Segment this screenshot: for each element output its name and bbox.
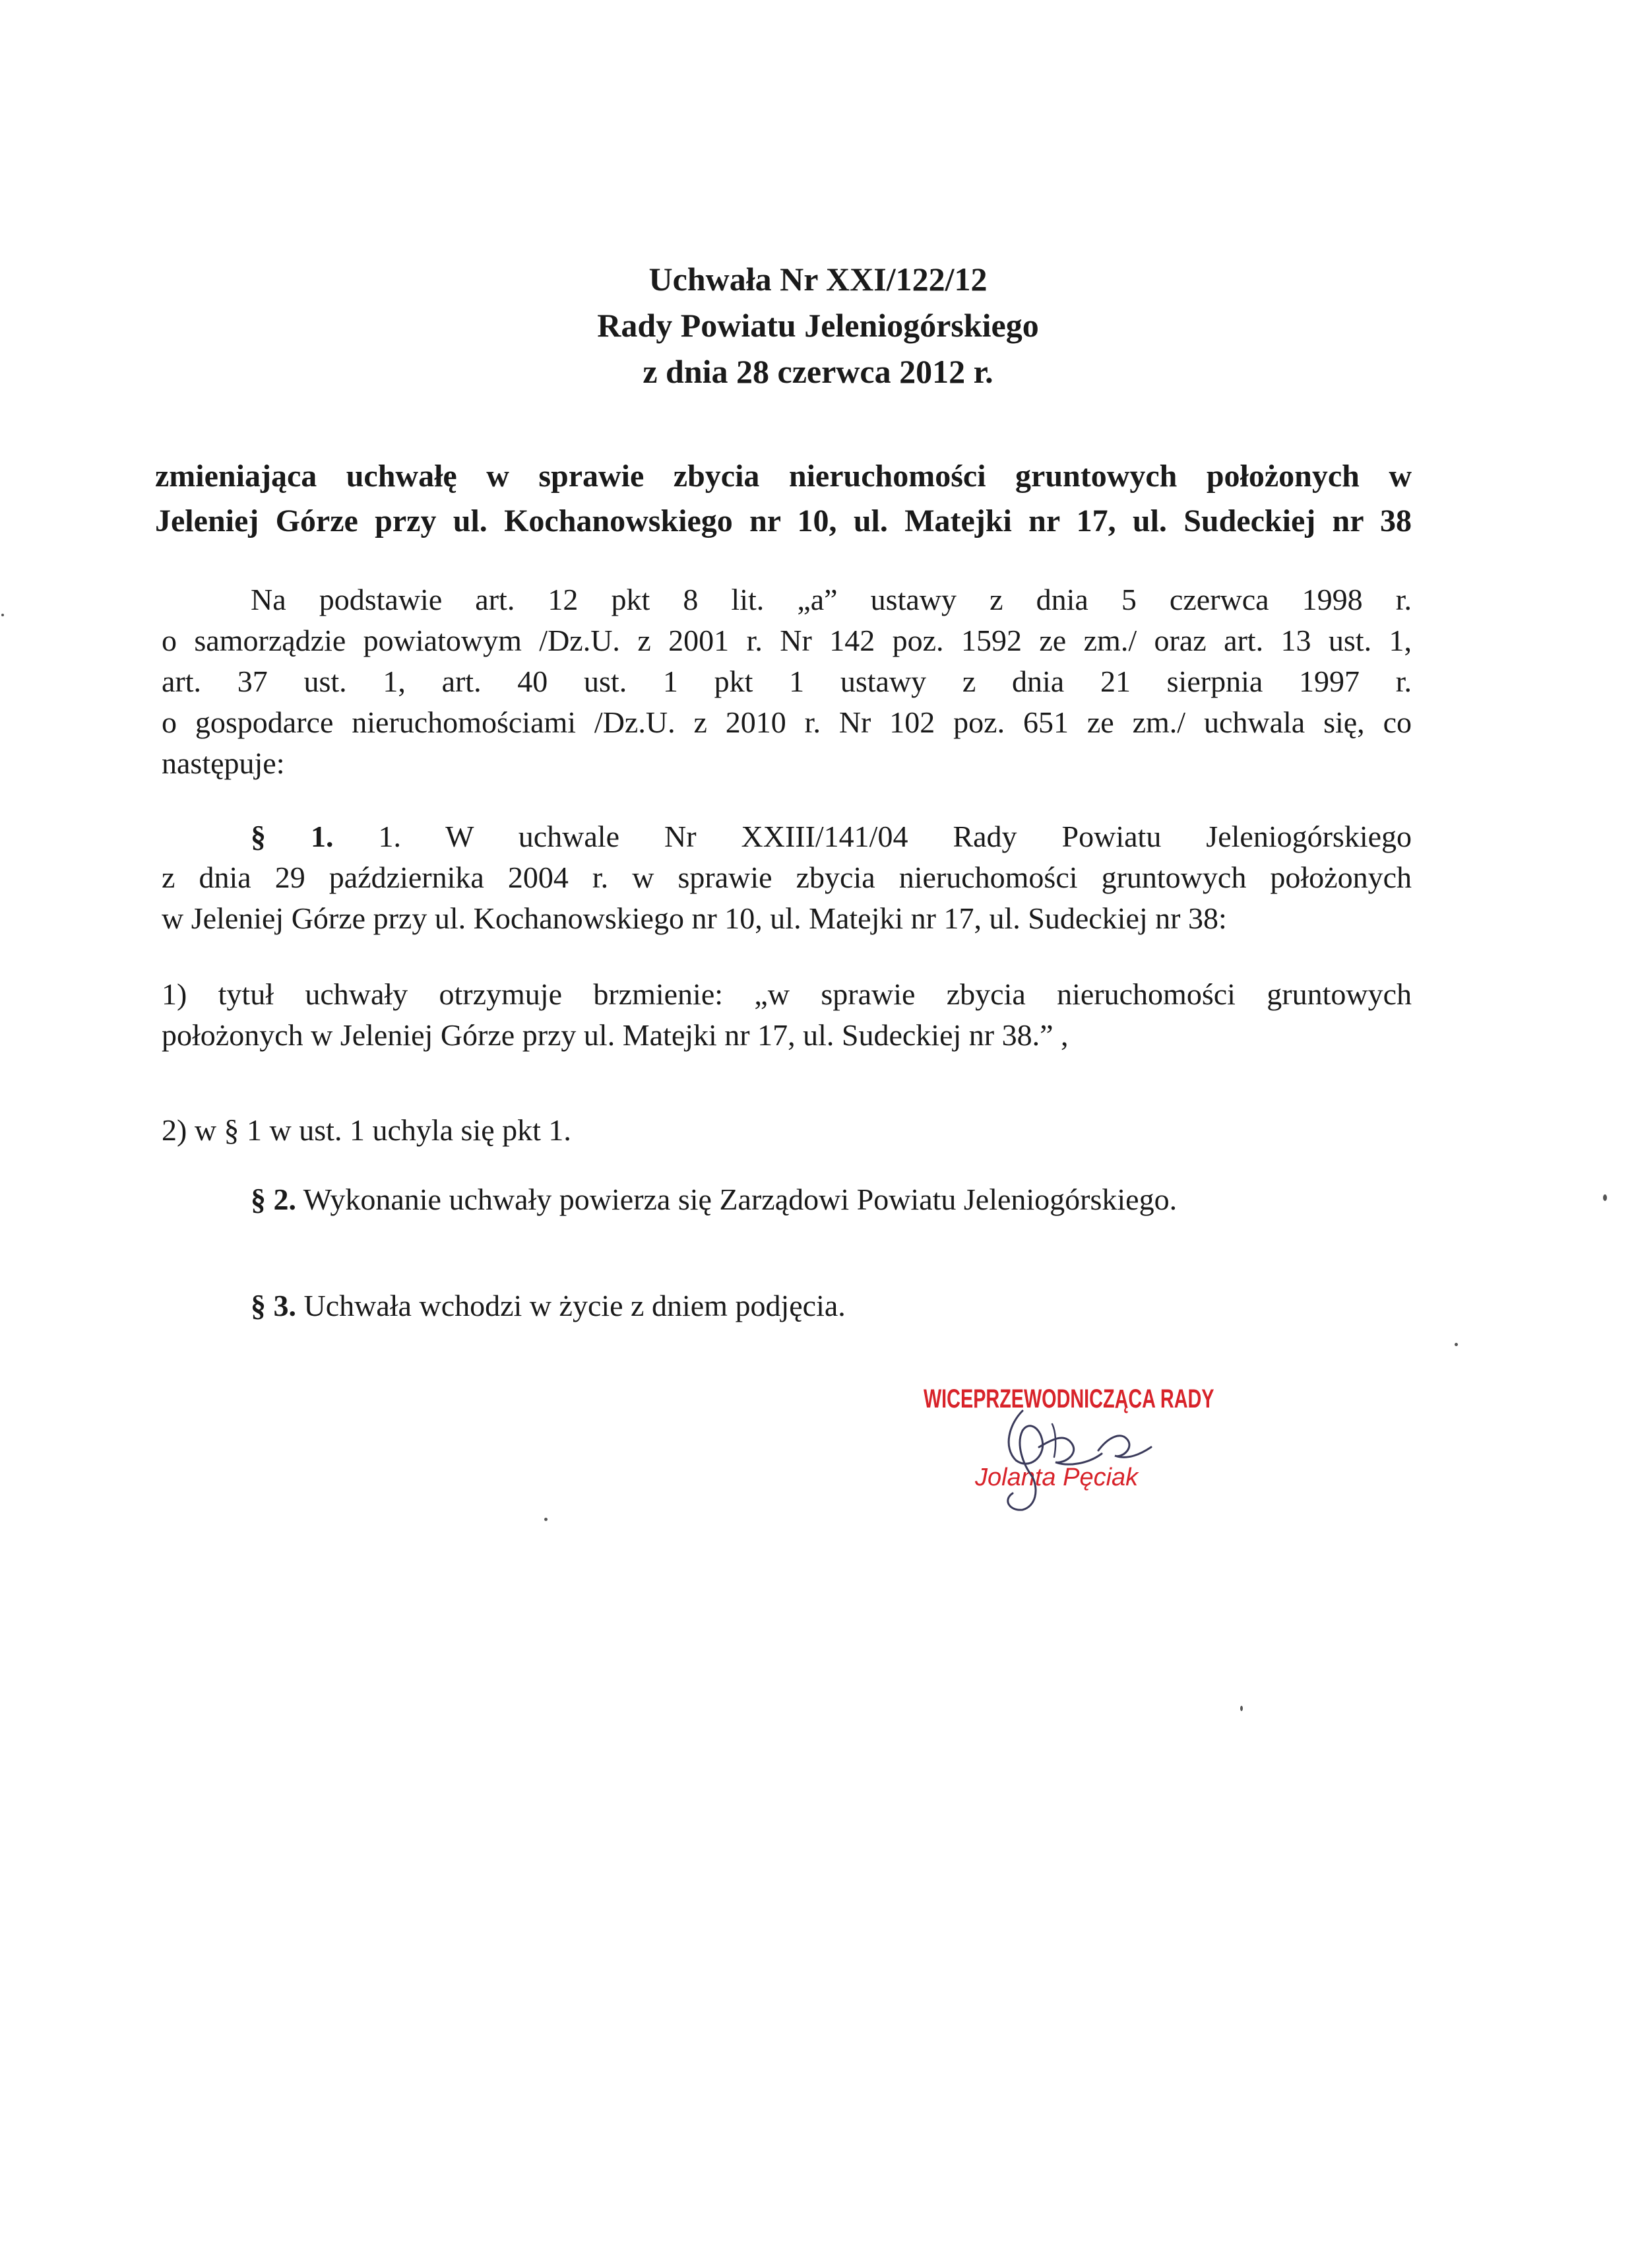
legal-basis-paragraph: [162, 579, 1412, 784]
item-1-line: 1) tytuł uchwały otrzymuje brzmienie: „w sprawie zbycia nieruchomości gruntowych: [162, 977, 1412, 1011]
section-1-paragraph: [162, 816, 1412, 939]
signature-title: WICEPRZEWODNICZĄCA RADY: [924, 1384, 1214, 1413]
resolution-subject: [155, 454, 1412, 544]
section-3-paragraph: [162, 1285, 1412, 1326]
subject-line-1: zmieniająca uchwałę w sprawie zbycia nieruchomości gruntowych położonych w: [155, 459, 1412, 494]
legal-basis-line: o gospodarce nieruchomościami /Dz.U. z 2010 r. Nr 102 poz. 651 ze zm./ uchwala się, co: [162, 705, 1412, 739]
scan-speck: [544, 1518, 548, 1521]
resolution-date: z dnia 28 czerwca 2012 r.: [643, 353, 993, 390]
legal-basis-line: o samorządzie powiatowym /Dz.U. z 2001 r. Nr 142 poz. 1592 ze zm./ oraz art. 13 ust. 1,: [162, 624, 1412, 657]
scan-speck: [1603, 1194, 1607, 1201]
section-2-paragraph: [162, 1179, 1412, 1220]
item-2-line: 2) w § 1 w ust. 1 uchyla się pkt 1.: [162, 1113, 571, 1147]
resolution-number: Uchwała Nr XXI/122/12: [648, 261, 988, 298]
scan-speck: [1, 614, 4, 616]
subject-line-2: Jeleniej Górze przy ul. Kochanowskiego nr 10, ul. Matejki nr 17, ul. Sudeckiej nr 38: [155, 503, 1412, 538]
section-3-line: [162, 1285, 1412, 1326]
legal-basis-line: Na podstawie art. 12 pkt 8 lit. „a” ustawy z dnia 5 czerwca 1998 r.: [251, 583, 1412, 616]
section-1-text: 1. W uchwale Nr XXIII/141/04 Rady Powiatu Jeleniogórskiego: [378, 820, 1412, 853]
section-2-mark: § 2.: [251, 1183, 296, 1216]
signature-name: Jolanta Pęciak: [975, 1464, 1139, 1491]
section-1-mark: § 1.: [251, 820, 334, 853]
section-1-line: z dnia 29 października 2004 r. w sprawie zbycia nieruchomości gruntowych położonych: [162, 860, 1412, 894]
handwritten-signature: [924, 1384, 1227, 1516]
section-1-line: [162, 816, 1412, 857]
scan-speck: [1240, 1706, 1243, 1711]
signature-block: [924, 1384, 1227, 1516]
section-3-text: Uchwała wchodzi w życie z dniem podjęcia.: [303, 1289, 846, 1322]
section-1-item-2: [162, 1110, 1412, 1151]
section-2-text: Wykonanie uchwały powierza się Zarządowi Powiatu Jeleniogórskiego.: [303, 1183, 1178, 1216]
section-1-line: w Jeleniej Górze przy ul. Kochanowskiego nr 10, ul. Matejki nr 17, ul. Sudeckiej nr 38:: [162, 901, 1227, 935]
scan-speck: [1455, 1343, 1458, 1346]
item-1-line: położonych w Jeleniej Górze przy ul. Matejki nr 17, ul. Sudeckiej nr 38.” ,: [162, 1018, 1069, 1052]
section-2-line: [162, 1179, 1412, 1220]
legal-basis-line: art. 37 ust. 1, art. 40 ust. 1 pkt 1 ustawy z dnia 21 sierpnia 1997 r.: [162, 664, 1412, 698]
section-1-item-1: [162, 974, 1412, 1056]
section-3-mark: § 3.: [251, 1289, 296, 1322]
legal-basis-line: następuje:: [162, 746, 285, 780]
resolution-council: Rady Powiatu Jeleniogórskiego: [597, 307, 1039, 344]
resolution-header: [0, 256, 1636, 395]
